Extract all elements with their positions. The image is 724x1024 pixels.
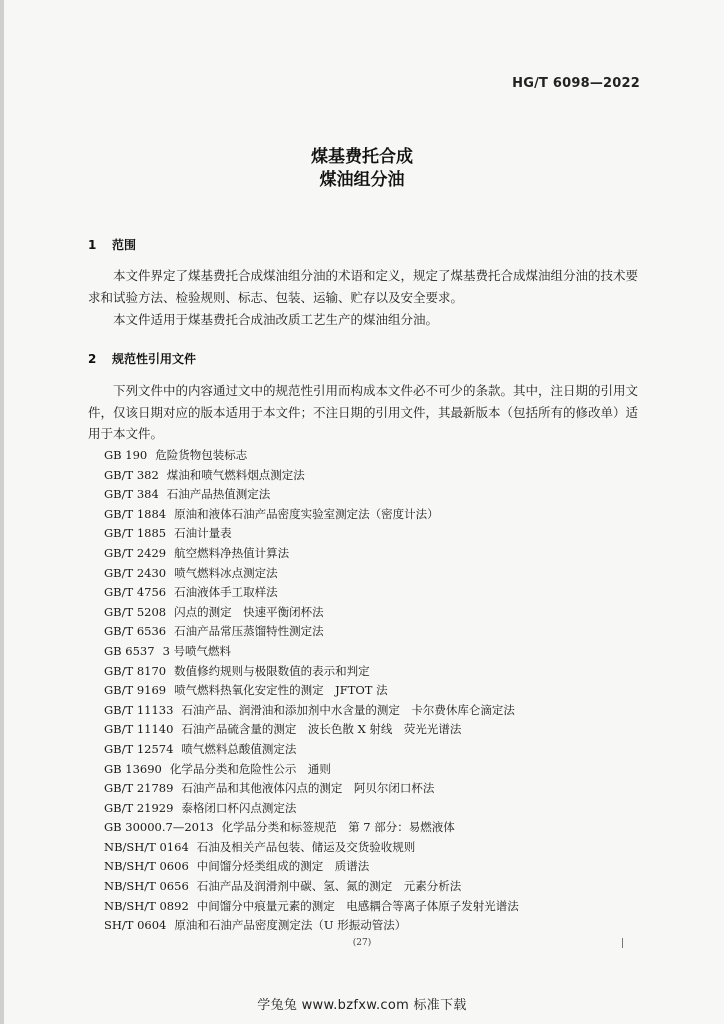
page-number: (27) <box>352 938 372 948</box>
reference-title: 中间馏分烃类组成的测定 质谱法 <box>196 859 370 874</box>
reference-code: GB/T 1885 <box>104 526 167 541</box>
reference-title: 煤油和喷气燃料烟点测定法 <box>166 467 305 482</box>
reference-title: 闪点的测定 快速平衡闭杯法 <box>174 604 324 619</box>
reference-title: 喷气燃料总酸值测定法 <box>181 741 297 756</box>
reference-title: 化学品分类和标签规范 第 7 部分：易燃液体 <box>221 820 455 835</box>
reference-title: 石油产品常压蒸馏特性测定法 <box>174 624 324 639</box>
reference-title: 石油产品热值测定法 <box>166 487 271 502</box>
reference-item <box>104 642 624 662</box>
reference-title: 石油产品、润滑油和添加剂中水含量的测定 卡尔费休库仑滴定法 <box>181 702 515 717</box>
reference-item <box>104 720 624 740</box>
reference-code: GB/T 4756 <box>104 585 167 600</box>
title-line-1: 煤基费托合成 <box>311 147 413 167</box>
section-2-heading <box>88 350 196 367</box>
reference-item <box>104 701 624 721</box>
reference-item <box>104 544 624 564</box>
reference-item <box>104 779 624 799</box>
reference-item <box>104 564 624 584</box>
reference-title: 石油计量表 <box>174 526 232 541</box>
reference-title: 石油产品及润滑剂中碳、氢、氮的测定 元素分析法 <box>196 879 462 894</box>
section-title: 范围 <box>112 238 137 252</box>
reference-item <box>104 446 624 466</box>
section-number: 2 <box>88 352 97 366</box>
site-watermark: 学兔兔 www.bzfxw.com 标准下载 <box>257 998 467 1013</box>
reference-code: NB/SH/T 0892 <box>104 898 189 913</box>
reference-title: 泰格闭口杯闪点测定法 <box>181 800 297 815</box>
reference-title: 中间馏分中痕量元素的测定 电感耦合等离子体原子发射光谱法 <box>196 898 519 913</box>
reference-code: GB/T 1884 <box>104 506 167 521</box>
section-title: 规范性引用文件 <box>112 352 197 366</box>
section-1-paragraph-1: 本文件界定了煤基费托合成煤油组分油的术语和定义，规定了煤基费托合成煤油组分油的技术要求和试验方法、检验规则、标志、包装、运输、贮存以及安全要求。 <box>88 268 639 305</box>
reference-item <box>104 799 624 819</box>
reference-title: 石油产品和其他液体闪点的测定 阿贝尔闭口杯法 <box>181 781 435 796</box>
reference-item <box>104 466 624 486</box>
reference-code: GB/T 12574 <box>104 741 174 756</box>
reference-item <box>104 877 624 897</box>
reference-item <box>104 583 624 603</box>
reference-item <box>104 897 624 917</box>
section-1-paragraph-2: 本文件适用于煤基费托合成油改质工艺生产的煤油组分油。 <box>113 312 439 327</box>
reference-code: GB 190 <box>104 448 148 462</box>
reference-item <box>104 622 624 642</box>
section-1-heading <box>88 236 136 253</box>
reference-title: 航空燃料净热值计算法 <box>174 545 290 560</box>
reference-item <box>104 524 624 544</box>
standard-code: HG/T 6098—2022 <box>512 76 640 91</box>
reference-item <box>104 857 624 877</box>
reference-title: 数值修约规则与极限数值的表示和判定 <box>174 663 370 678</box>
reference-code: GB/T 9169 <box>104 683 167 698</box>
reference-code: GB 30000.7—2013 <box>104 820 214 835</box>
reference-item <box>104 505 624 525</box>
reference-item <box>104 681 624 701</box>
reference-code: SH/T 0604 <box>104 918 167 933</box>
reference-code: GB/T 21929 <box>104 800 174 815</box>
reference-code: NB/SH/T 0164 <box>104 839 189 854</box>
reference-code: GB/T 11133 <box>104 702 174 717</box>
reference-code: GB/T 8170 <box>104 663 167 678</box>
normative-references-list <box>104 446 624 936</box>
reference-item <box>104 818 624 838</box>
reference-title: 原油和液体石油产品密度实验室测定法（密度计法） <box>174 506 439 521</box>
reference-title: 石油及相关产品包装、储运及交货验收规则 <box>196 839 416 854</box>
reference-code: GB/T 2429 <box>104 545 167 560</box>
title-line-2: 煤油组分油 <box>319 170 405 190</box>
reference-code: NB/SH/T 0606 <box>104 859 189 874</box>
reference-item <box>104 838 624 858</box>
reference-code: GB 6537 <box>104 643 155 658</box>
reference-code: GB/T 382 <box>104 467 159 482</box>
reference-code: GB/T 21789 <box>104 781 174 796</box>
reference-code: GB/T 11140 <box>104 722 174 737</box>
reference-title: 喷气燃料冰点测定法 <box>174 565 278 580</box>
reference-item <box>104 485 624 505</box>
reference-title: 石油液体手工取样法 <box>174 585 278 600</box>
reference-item <box>104 662 624 682</box>
section-2-paragraph-1: 下列文件中的内容通过文中的规范性引用而构成本文件必不可少的条款。其中，注日期的引用文件，仅该日期对应的版本适用于本文件；不注日期的引用文件，其最新版本（包括所有的修改单）适用于本文件。 <box>88 383 639 441</box>
reference-code: GB 13690 <box>104 761 162 776</box>
reference-item <box>104 603 624 623</box>
reference-code: GB/T 2430 <box>104 565 167 580</box>
reference-item <box>104 760 624 780</box>
reference-code: NB/SH/T 0656 <box>104 879 189 894</box>
reference-title: 危险货物包装标志 <box>155 448 248 462</box>
reference-title: 喷气燃料热氧化安定性的测定 JFTOT 法 <box>174 683 388 698</box>
reference-title: 化学品分类和危险性公示 通则 <box>169 761 331 776</box>
reference-title: 3 号喷气燃料 <box>162 643 232 658</box>
reference-title: 原油和石油产品密度测定法（U 形振动管法） <box>174 918 407 933</box>
reference-title: 石油产品硫含量的测定 波长色散 X 射线 荧光光谱法 <box>181 722 462 737</box>
reference-code: GB/T 6536 <box>104 624 167 639</box>
reference-code: GB/T 5208 <box>104 604 167 619</box>
reference-item <box>104 916 624 936</box>
scan-edge-mark <box>622 938 623 948</box>
reference-item <box>104 740 624 760</box>
reference-code: GB/T 384 <box>104 487 159 502</box>
section-number: 1 <box>88 238 97 252</box>
